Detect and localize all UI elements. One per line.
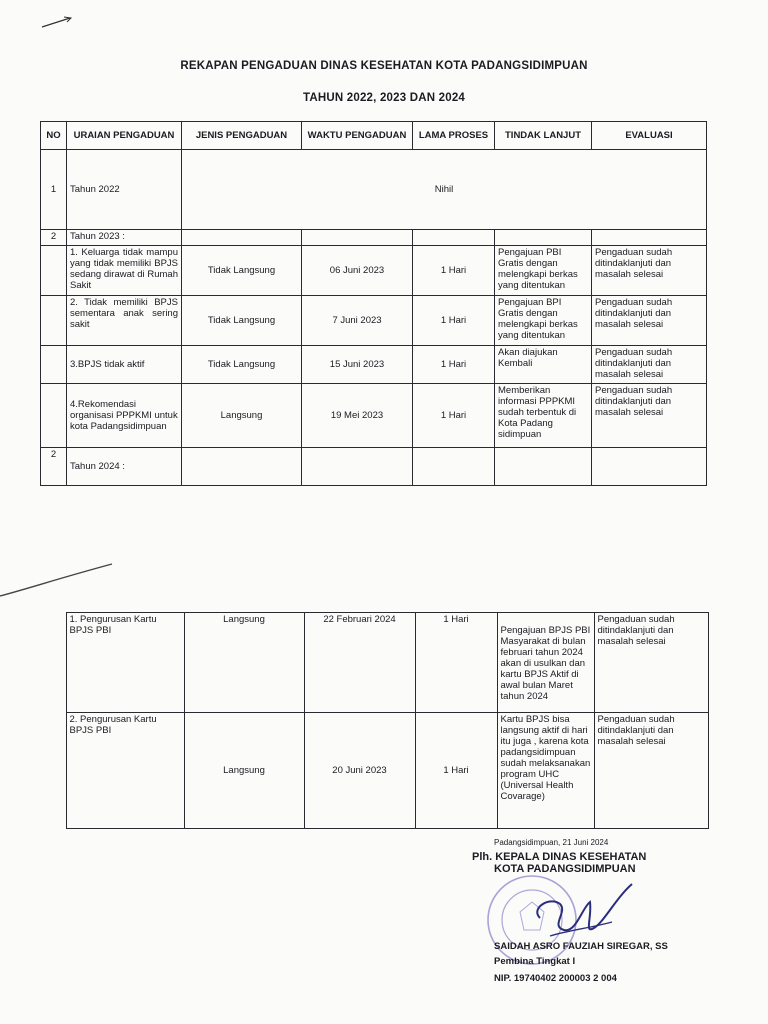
jenis-cell: Tidak Langsung xyxy=(182,246,302,296)
tindak-cell: Pengajuan BPJS PBI Masyarakat di bulan februari tahun 2024 akan di usulkan dan kartu BPJS Aktif di awal bulan Maret tahun 2024 xyxy=(497,613,594,713)
section-row-2024 xyxy=(41,448,707,486)
tindak-cell: Memberikan informasi PPPKMI sudah terbentuk di Kota Padang sidimpuan xyxy=(495,384,592,448)
document-subtitle: TAHUN 2022, 2023 DAN 2024 xyxy=(302,92,466,104)
waktu-cell: 22 Februari 2024 xyxy=(304,613,415,713)
section-row-2022 xyxy=(41,150,707,230)
role-line-1: Plh. KEPALA DINAS KESEHATAN xyxy=(472,851,647,863)
table-row xyxy=(41,384,707,448)
waktu-cell: 7 Juni 2023 xyxy=(302,296,413,346)
waktu-cell: 15 Juni 2023 xyxy=(302,346,413,384)
lama-cell: 1 Hari xyxy=(413,246,495,296)
jenis-cell: Langsung xyxy=(184,713,304,829)
uraian-cell: 1. Keluarga tidak mampu yang tidak memiliki BPJS sedang dirawat di Rumah Sakit xyxy=(67,246,182,296)
jenis-cell: Tidak Langsung xyxy=(182,346,302,384)
uraian-cell: 1. Pengurusan Kartu BPJS PBI xyxy=(66,613,184,713)
place-date: Padangsidimpuan, 21 Juni 2024 xyxy=(494,838,609,847)
col-lama: LAMA PROSES xyxy=(413,122,495,150)
nihil-value: Nihil xyxy=(182,150,707,230)
lama-cell: 1 Hari xyxy=(415,613,497,713)
table-row xyxy=(41,296,707,346)
evaluasi-cell: Pengaduan sudah ditindaklanjuti dan masalah selesai xyxy=(592,384,707,448)
jenis-cell: Langsung xyxy=(184,613,304,713)
col-no: NO xyxy=(41,122,67,150)
tindak-cell: Akan diajukan Kembali xyxy=(495,346,592,384)
waktu-cell: 06 Juni 2023 xyxy=(302,246,413,296)
tindak-cell: Kartu BPJS bisa langsung aktif di hari itu juga , karena kota padangsidimpuan sudah melaksanakan program UHC (Universal Health Covarage) xyxy=(497,713,594,829)
waktu-cell: 19 Mei 2023 xyxy=(302,384,413,448)
evaluasi-cell: Pengaduan sudah ditindaklanjuti dan masalah selesai xyxy=(592,296,707,346)
signature-block xyxy=(472,838,762,984)
waktu-cell: 20 Juni 2023 xyxy=(304,713,415,829)
col-waktu: WAKTU PENGADUAN xyxy=(302,122,413,150)
pen-mark-icon xyxy=(40,14,76,30)
uraian-cell: 2. Tidak memiliki BPJS sementara anak sering sakit xyxy=(67,296,182,346)
document-title: REKAPAN PENGADUAN DINAS KESEHATAN KOTA PADANGSIDIMPUAN xyxy=(180,60,588,72)
col-jenis: JENIS PENGADUAN xyxy=(182,122,302,150)
row-no: 2 xyxy=(41,230,67,246)
section-row-2023 xyxy=(41,230,707,246)
col-uraian: URAIAN PENGADUAN xyxy=(67,122,182,150)
section-label: Tahun 2023 : xyxy=(67,230,182,246)
lama-cell: 1 Hari xyxy=(413,384,495,448)
jenis-cell: Tidak Langsung xyxy=(182,296,302,346)
signer-nip: NIP. 19740402 200003 2 004 xyxy=(494,973,617,984)
evaluasi-cell: Pengaduan sudah ditindaklanjuti dan masalah selesai xyxy=(592,246,707,296)
complaints-table-part1 xyxy=(40,121,707,486)
evaluasi-cell: Pengaduan sudah ditindaklanjuti dan masalah selesai xyxy=(594,713,708,829)
uraian-cell: 3.BPJS tidak aktif xyxy=(67,346,182,384)
signer-name: SAIDAH ASRO FAUZIAH SIREGAR, SS xyxy=(494,941,668,952)
uraian-cell: 4.Rekomendasi organisasi PPPKMI untuk kota Padangsidimpuan xyxy=(67,384,182,448)
page-edge-mark-icon xyxy=(0,560,120,600)
tindak-cell: Pengajuan BPI Gratis dengan melengkapi berkas yang ditentukan xyxy=(495,296,592,346)
table-header-row xyxy=(41,122,707,150)
evaluasi-cell: Pengaduan sudah ditindaklanjuti dan masalah selesai xyxy=(594,613,708,713)
evaluasi-cell: Pengaduan sudah ditindaklanjuti dan masalah selesai xyxy=(592,346,707,384)
row-no: 1 xyxy=(41,150,67,230)
complaints-table-part2 xyxy=(42,612,709,829)
jenis-cell: Langsung xyxy=(182,384,302,448)
col-tindak: TINDAK LANJUT xyxy=(495,122,592,150)
section-label: Tahun 2022 xyxy=(67,150,182,230)
signer-rank: Pembina Tingkat I xyxy=(494,956,576,967)
tindak-cell: Pengajuan PBI Gratis dengan melengkapi berkas yang ditentukan xyxy=(495,246,592,296)
table-row xyxy=(42,613,708,713)
table-row xyxy=(41,346,707,384)
lama-cell: 1 Hari xyxy=(415,713,497,829)
table-row xyxy=(42,713,708,829)
section-label: Tahun 2024 : xyxy=(67,448,182,486)
row-no: 2 xyxy=(41,448,67,486)
col-evaluasi: EVALUASI xyxy=(592,122,707,150)
uraian-cell: 2. Pengurusan Kartu BPJS PBI xyxy=(66,713,184,829)
role-line-2: KOTA PADANGSIDIMPUAN xyxy=(494,863,636,875)
lama-cell: 1 Hari xyxy=(413,296,495,346)
table-row xyxy=(41,246,707,296)
lama-cell: 1 Hari xyxy=(413,346,495,384)
